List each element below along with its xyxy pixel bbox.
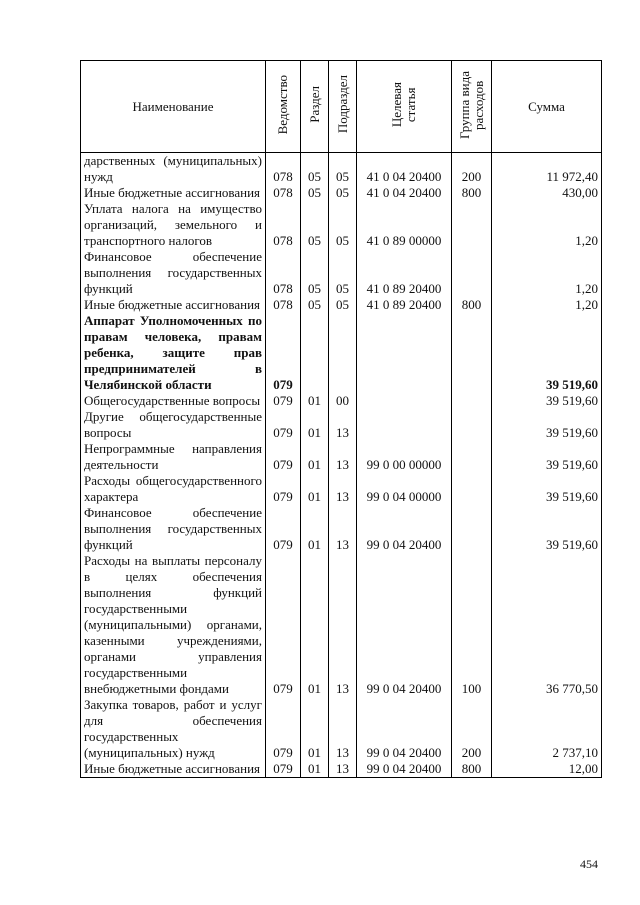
table-header-row (81, 61, 602, 153)
table-row: Уплата налога на имущество организаций, земельного и транспортного налогов 078 05 05 41 0 89 00000 1,20 (81, 201, 602, 249)
table-row: Общегосударственные вопросы 079 01 00 39 519,60 (81, 393, 602, 409)
header-section: Раздел (301, 61, 329, 153)
table-row: Иные бюджетные ассигнования 079 01 13 99 0 04 20400 800 12,00 (81, 761, 602, 778)
table-row: дарственных (муниципальных) нужд 078 05 05 41 0 04 20400 200 11 972,40 (81, 153, 602, 186)
table-row: Расходы на выплаты персоналу в целях обеспечения выполнения функций государственными (муниципальными) органами, казенными учреждениями, органами управления государственными внебюджетными фондами 079 01 13 99 0 04 20400 100 36 770,50 (81, 553, 602, 697)
table-row: Расходы общегосударственного характера 079 01 13 99 0 04 00000 39 519,60 (81, 473, 602, 505)
table-row: Непрограммные направления деятельности 079 01 13 99 0 00 00000 39 519,60 (81, 441, 602, 473)
header-sum: Сумма (492, 61, 602, 153)
table-row: Иные бюджетные ассигнования 078 05 05 41 0 89 20400 800 1,20 (81, 297, 602, 313)
table-row: Финансовое обеспечение выполнения государственных функций 078 05 05 41 0 89 20400 1,20 (81, 249, 602, 297)
page-number: 454 (580, 857, 598, 871)
table-row: Аппарат Уполномоченных по правам человека, правам ребенка, защите прав предпринимателей в Челябинской области 079 39 519,60 (81, 313, 602, 393)
table-row: Другие общегосударственные вопросы 079 01 13 39 519,60 (81, 409, 602, 441)
header-target: Целевая статья (357, 61, 452, 153)
table-row: Закупка товаров, работ и услуг для обеспечения государственных (муниципальных) нужд 079 01 13 99 0 04 20400 200 2 737,10 (81, 697, 602, 761)
header-subsection: Подраздел (329, 61, 357, 153)
table-row: Финансовое обеспечение выполнения государственных функций 079 01 13 99 0 04 20400 39 519,60 (81, 505, 602, 553)
header-exptype: Группа вида расходов (452, 61, 492, 153)
header-name: Наименование (81, 61, 266, 153)
header-dept: Ведомство (266, 61, 301, 153)
table-row: Иные бюджетные ассигнования 078 05 05 41 0 04 20400 800 430,00 (81, 185, 602, 201)
budget-table (80, 60, 602, 778)
